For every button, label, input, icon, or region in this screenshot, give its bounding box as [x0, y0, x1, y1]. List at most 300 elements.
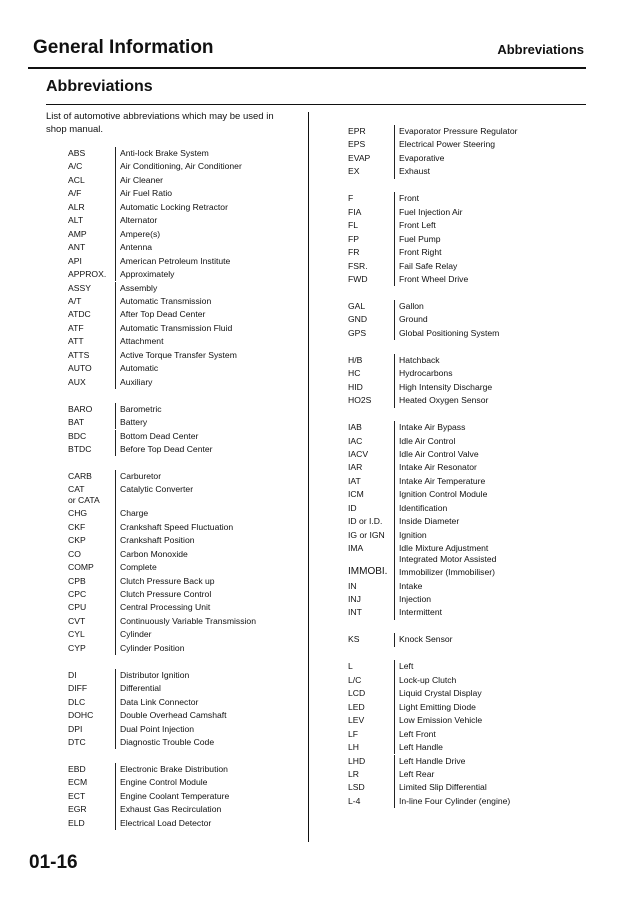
abbreviation-term: ELD — [68, 817, 85, 828]
abbreviation-meaning: Limited Slip Differential — [399, 782, 487, 793]
abbreviation-entry — [68, 616, 270, 627]
abbreviation-meaning: Anti-lock Brake System — [120, 148, 209, 158]
abbreviation-meaning: Automatic Transmission — [120, 295, 212, 306]
abbreviation-entry — [348, 543, 539, 564]
abbreviation-entry — [348, 166, 539, 177]
entry-separator — [115, 282, 116, 295]
abbreviation-term: IMA — [348, 543, 364, 554]
abbreviation-meaning: Carburetor — [120, 470, 162, 481]
entry-separator — [394, 701, 395, 714]
abbreviation-entry — [348, 489, 539, 500]
abbreviation-entry — [348, 220, 539, 231]
entry-separator — [394, 593, 395, 606]
abbreviation-term: LEV — [348, 715, 365, 726]
entry-separator — [115, 362, 116, 375]
abbreviation-term: CO — [68, 548, 81, 559]
abbreviation-meaning: Complete — [120, 562, 157, 573]
abbreviation-meaning: Automatic — [120, 363, 159, 374]
abbreviation-term: DTC — [68, 737, 86, 747]
section-heading: Abbreviations — [46, 78, 153, 95]
abbreviation-entry — [348, 449, 539, 460]
header-divider — [28, 67, 586, 69]
entry-separator — [115, 763, 116, 776]
abbreviation-meaning: Alternator — [120, 215, 158, 226]
abbreviation-term: ATTS — [68, 349, 90, 360]
abbreviation-entry — [68, 404, 270, 415]
abbreviation-meaning: Idle Air Control Valve — [399, 449, 479, 459]
abbreviation-term: EPS — [348, 139, 366, 150]
abbreviation-meaning: Battery — [120, 417, 148, 428]
abbreviation-meaning: Air Fuel Ratio — [120, 188, 173, 199]
abbreviation-term: BTDC — [68, 443, 92, 454]
entry-separator — [115, 628, 116, 641]
entry-separator — [394, 246, 395, 259]
entry-separator — [394, 515, 395, 528]
abbreviation-entry — [68, 549, 270, 560]
abbreviation-entry — [348, 675, 539, 686]
abbreviation-term: DIFF — [68, 683, 88, 694]
entry-separator — [115, 201, 116, 214]
abbreviation-meaning: Injection — [399, 594, 432, 604]
abbreviation-entry — [68, 508, 270, 519]
entry-separator — [115, 187, 116, 200]
entry-separator — [394, 260, 395, 273]
abbreviation-term: CKP — [68, 535, 86, 546]
abbreviation-meaning: Data Link Connector — [120, 696, 199, 707]
abbreviation-term: FIA — [348, 206, 362, 217]
abbreviation-meaning: Light Emitting Diode — [399, 701, 476, 712]
abbreviation-meaning: Cylinder — [120, 629, 152, 640]
abbreviation-meaning: Liquid Crystal Display — [399, 688, 482, 699]
abbreviation-meaning: Automatic Locking Retractor — [120, 201, 228, 212]
abbreviation-term: ABS — [68, 148, 86, 158]
abbreviation-meaning: Left Handle Drive — [399, 755, 466, 766]
abbreviation-meaning: Barometric — [120, 403, 162, 414]
abbreviation-term: AUTO — [68, 363, 92, 374]
abbreviation-entry — [348, 328, 539, 339]
entry-separator — [115, 228, 116, 241]
entry-separator — [394, 502, 395, 515]
entry-separator — [115, 588, 116, 601]
abbreviation-meaning: Bottom Dead Center — [120, 430, 199, 441]
abbreviation-term: LED — [348, 701, 365, 712]
abbreviation-term: BAT — [68, 417, 85, 428]
abbreviation-meaning: Engine Control Module — [120, 777, 208, 788]
abbreviation-term: CVT — [68, 615, 86, 626]
abbreviation-entry — [348, 153, 539, 164]
abbreviation-entry — [348, 607, 539, 618]
abbreviation-term: ANT — [68, 242, 86, 253]
abbreviation-meaning: Heated Oxygen Sensor — [399, 395, 489, 406]
abbreviation-term: AUX — [68, 376, 86, 387]
abbreviation-term: APPROX. — [68, 269, 107, 280]
entry-separator — [115, 507, 116, 520]
abbreviation-term: L-4 — [348, 795, 361, 806]
abbreviation-term: IMMOBI. — [348, 566, 388, 578]
entry-separator — [394, 488, 395, 501]
abbreviation-entry — [68, 417, 270, 428]
abbreviation-entry — [348, 796, 539, 807]
entry-separator — [115, 723, 116, 736]
abbreviation-term: DLC — [68, 696, 86, 707]
abbreviation-entry — [68, 202, 270, 213]
section-divider — [46, 104, 586, 105]
abbreviation-meaning: Knock Sensor — [399, 634, 453, 645]
entry-separator — [115, 376, 116, 389]
abbreviation-entry — [68, 710, 270, 721]
abbreviation-entry — [348, 462, 539, 473]
abbreviation-entry — [68, 377, 270, 388]
abbreviation-meaning: Left Handle — [399, 742, 443, 753]
entry-separator — [115, 803, 116, 816]
abbreviation-meaning: Low Emission Vehicle — [399, 715, 483, 726]
abbreviation-entry — [348, 382, 539, 393]
entry-separator — [394, 192, 395, 205]
abbreviation-meaning: Approximately — [120, 269, 175, 280]
abbreviation-term: ALR — [68, 201, 85, 212]
abbreviation-entry — [68, 764, 270, 775]
abbreviation-entry — [68, 148, 270, 159]
entry-separator — [115, 483, 116, 507]
abbreviation-meaning: Air Conditioning, Air Conditioner — [120, 161, 242, 172]
abbreviation-meaning: Air Cleaner — [120, 174, 163, 185]
abbreviation-meaning: Front Right — [399, 247, 442, 258]
abbreviation-entry — [68, 242, 270, 253]
abbreviation-entry — [348, 715, 539, 726]
abbreviation-term: CPB — [68, 575, 86, 586]
abbreviation-term: LSD — [348, 782, 365, 793]
abbreviation-meaning: Left Rear — [399, 768, 435, 779]
abbreviation-meaning: Ignition — [399, 529, 427, 540]
abbreviation-term: F — [348, 193, 354, 204]
abbreviation-term: CPC — [68, 589, 87, 599]
entry-separator — [115, 817, 116, 830]
abbreviation-entry — [68, 643, 270, 654]
abbreviation-entry — [348, 756, 539, 767]
abbreviation-meaning: Front Wheel Drive — [399, 274, 469, 284]
abbreviation-entry — [68, 269, 270, 280]
abbreviation-entry — [68, 444, 270, 455]
entry-separator — [394, 566, 395, 579]
abbreviation-meaning: Carbon Monoxide — [120, 548, 188, 559]
abbreviation-meaning: Dual Point Injection — [120, 723, 195, 734]
abbreviation-meaning: Charge — [120, 508, 149, 519]
abbreviation-term: DPI — [68, 723, 83, 734]
abbreviation-entry — [68, 363, 270, 374]
abbreviation-meaning: Idle Mixture Adjustment Integrated Motor Assisted — [399, 543, 497, 564]
entry-separator — [115, 147, 116, 160]
abbreviation-term: FP — [348, 233, 359, 244]
entry-separator — [394, 165, 395, 178]
abbreviation-term: CPU — [68, 602, 87, 613]
abbreviation-term: ID — [348, 502, 357, 513]
abbreviation-term: IG or IGN — [348, 529, 385, 540]
abbreviation-meaning: Intake Air Temperature — [399, 475, 486, 486]
abbreviation-entry — [68, 683, 270, 694]
abbreviation-meaning: Evaporative — [399, 152, 445, 163]
abbreviation-term: EBD — [68, 763, 86, 774]
abbreviation-term: FSR. — [348, 260, 368, 271]
entry-separator — [394, 580, 395, 593]
abbreviation-meaning: Hydrocarbons — [399, 368, 453, 379]
abbreviation-entry — [348, 594, 539, 605]
abbreviation-term: A/F — [68, 188, 82, 199]
abbreviation-entry — [348, 769, 539, 780]
entry-separator — [115, 669, 116, 682]
abbreviation-meaning: Fuel Pump — [399, 233, 441, 244]
abbreviation-term: FWD — [348, 274, 368, 284]
abbreviation-term: HO2S — [348, 395, 372, 406]
entry-separator — [115, 790, 116, 803]
abbreviation-entry — [348, 702, 539, 713]
abbreviation-meaning: Distributor Ignition — [120, 669, 190, 680]
entry-separator — [394, 795, 395, 808]
abbreviation-term: HC — [348, 368, 361, 379]
abbreviation-entry — [348, 436, 539, 447]
abbreviation-meaning: Crankshaft Position — [120, 535, 195, 546]
abbreviation-entry — [348, 193, 539, 204]
entry-separator — [115, 268, 116, 281]
abbreviation-meaning: Automatic Transmission Fluid — [120, 322, 233, 333]
entry-separator — [394, 674, 395, 687]
abbreviation-meaning: Attachment — [120, 336, 164, 347]
abbreviation-meaning: Hatchback — [399, 354, 440, 365]
abbreviation-meaning: Electrical Load Detector — [120, 817, 212, 828]
abbreviation-entry — [348, 634, 539, 645]
abbreviation-entry — [68, 161, 270, 172]
entry-separator — [115, 615, 116, 628]
abbreviation-term: DOHC — [68, 710, 94, 721]
abbreviation-entry — [348, 247, 539, 258]
abbreviation-entry — [348, 782, 539, 793]
abbreviation-entry — [68, 471, 270, 482]
abbreviation-entry — [348, 742, 539, 753]
abbreviation-entry — [68, 697, 270, 708]
abbreviation-entry — [68, 296, 270, 307]
entry-separator — [115, 561, 116, 574]
abbreviation-entry — [348, 395, 539, 406]
abbreviation-entry — [68, 309, 270, 320]
entry-separator — [394, 633, 395, 646]
abbreviation-meaning: Active Torque Transfer System — [120, 349, 237, 360]
abbreviation-meaning: Catalytic Converter — [120, 484, 194, 495]
entry-separator — [394, 367, 395, 380]
entry-separator — [115, 349, 116, 362]
abbreviation-term: L/C — [348, 674, 362, 685]
abbreviation-meaning: Front Left — [399, 220, 436, 231]
abbreviation-term: ECT — [68, 790, 86, 801]
abbreviation-entry — [348, 661, 539, 672]
abbreviation-entry — [348, 126, 539, 137]
abbreviation-entry — [68, 256, 270, 267]
abbreviation-term: CKF — [68, 521, 86, 532]
abbreviation-term: BARO — [68, 403, 93, 414]
entry-separator — [115, 682, 116, 695]
abbreviation-term: A/T — [68, 295, 82, 306]
abbreviation-meaning: Front — [399, 193, 420, 204]
entry-separator — [394, 381, 395, 394]
abbreviation-term: BDC — [68, 430, 87, 441]
abbreviation-term: IACV — [348, 449, 369, 459]
abbreviation-term: API — [68, 255, 82, 266]
entry-separator — [394, 714, 395, 727]
abbreviation-entry — [68, 724, 270, 735]
abbreviation-meaning: Cylinder Position — [120, 642, 185, 653]
entry-separator — [394, 300, 395, 313]
abbreviation-meaning: Electrical Power Steering — [399, 139, 496, 150]
entry-separator — [394, 448, 395, 461]
abbreviation-term: FR — [348, 247, 360, 258]
abbreviation-entry — [68, 670, 270, 681]
entry-separator — [394, 313, 395, 326]
entry-separator — [394, 687, 395, 700]
abbreviation-term: LHD — [348, 755, 366, 766]
abbreviation-meaning: Intake Air Bypass — [399, 422, 466, 433]
entry-separator — [115, 416, 116, 429]
entry-separator — [394, 768, 395, 781]
entry-separator — [115, 736, 116, 749]
abbreviation-entry — [68, 175, 270, 186]
abbreviation-meaning: Crankshaft Speed Fluctuation — [120, 521, 234, 532]
abbreviation-entry — [68, 484, 270, 505]
abbreviation-entry — [68, 589, 270, 600]
intro-text: List of automotive abbreviations which may be used in shop manual. — [46, 111, 274, 135]
abbreviation-meaning: Central Processing Unit — [120, 602, 211, 613]
abbreviation-entry — [348, 139, 539, 150]
abbreviation-term: AMP — [68, 228, 87, 239]
abbreviation-term: LCD — [348, 688, 366, 699]
abbreviation-entry — [348, 234, 539, 245]
abbreviation-entry — [68, 777, 270, 788]
entry-separator — [115, 776, 116, 789]
abbreviation-entry — [68, 562, 270, 573]
abbreviation-entry — [348, 368, 539, 379]
abbreviation-term: IAB — [348, 422, 362, 433]
entry-separator — [115, 696, 116, 709]
entry-separator — [394, 138, 395, 151]
entry-separator — [394, 219, 395, 232]
abbreviation-term: IN — [348, 580, 357, 591]
abbreviation-entry — [348, 530, 539, 541]
abbreviation-term: ASSY — [68, 282, 91, 293]
entry-separator — [115, 335, 116, 348]
entry-separator — [115, 174, 116, 187]
entry-separator — [115, 322, 116, 335]
abbreviation-meaning: Intake Air Resonator — [399, 462, 477, 473]
entry-separator — [115, 601, 116, 614]
abbreviation-entry — [348, 581, 539, 592]
entry-separator — [394, 728, 395, 741]
abbreviation-meaning: Electronic Brake Distribution — [120, 763, 228, 774]
entry-separator — [394, 781, 395, 794]
header-title: General Information — [33, 37, 214, 58]
abbreviation-term: CARB — [68, 470, 92, 481]
entry-separator — [394, 755, 395, 768]
abbreviation-term: ID or I.D. — [348, 516, 383, 527]
abbreviation-meaning: Exhaust — [399, 166, 431, 177]
entry-separator — [394, 354, 395, 367]
abbreviation-term: CAT or CATA — [68, 484, 100, 505]
abbreviation-meaning: Ampere(s) — [120, 228, 161, 239]
abbreviation-meaning: High Intensity Discharge — [399, 381, 493, 392]
abbreviation-meaning: Fuel Injection Air — [399, 206, 463, 217]
abbreviation-term: H/B — [348, 354, 363, 365]
entry-separator — [115, 470, 116, 483]
abbreviation-meaning: Intake — [399, 580, 423, 591]
abbreviation-term: IAR — [348, 462, 363, 473]
abbreviation-term: ALT — [68, 215, 84, 226]
abbreviation-term: ATF — [68, 322, 84, 333]
entry-separator — [394, 152, 395, 165]
entry-separator — [394, 660, 395, 673]
abbreviation-entry — [348, 729, 539, 740]
abbreviation-meaning: Antenna — [120, 242, 153, 253]
abbreviation-term: ATDC — [68, 309, 91, 320]
abbreviation-meaning: American Petroleum Institute — [120, 255, 231, 266]
abbreviation-entry — [68, 283, 270, 294]
abbreviation-term: LF — [348, 728, 359, 739]
entry-separator — [115, 443, 116, 456]
abbreviation-entry — [68, 188, 270, 199]
abbreviation-term: EPR — [348, 126, 366, 136]
abbreviation-term: FL — [348, 220, 359, 231]
abbreviation-term: KS — [348, 634, 360, 645]
entry-separator — [394, 542, 395, 566]
entry-separator — [394, 529, 395, 542]
entry-separator — [115, 709, 116, 722]
abbreviation-term: INT — [348, 607, 362, 618]
abbreviation-term: IAT — [348, 475, 361, 486]
abbreviation-term: GPS — [348, 327, 367, 338]
abbreviation-entry — [68, 737, 270, 748]
abbreviation-entry — [68, 350, 270, 361]
abbreviation-term: EVAP — [348, 152, 371, 163]
entry-separator — [394, 421, 395, 434]
entry-separator — [115, 575, 116, 588]
abbreviation-meaning: Left — [399, 661, 414, 672]
entry-separator — [394, 233, 395, 246]
entry-separator — [115, 642, 116, 655]
abbreviation-term: HID — [348, 381, 363, 392]
entry-separator — [115, 241, 116, 254]
entry-separator — [115, 548, 116, 561]
entry-separator — [394, 206, 395, 219]
abbreviation-term: ACL — [68, 174, 85, 185]
abbreviation-entry — [348, 274, 539, 285]
entry-separator — [115, 521, 116, 534]
abbreviation-meaning: Fail Safe Relay — [399, 260, 458, 271]
abbreviation-entry — [348, 476, 539, 487]
entry-separator — [115, 160, 116, 173]
abbreviation-entry — [348, 422, 539, 433]
abbreviation-entry — [348, 503, 539, 514]
entry-separator — [394, 435, 395, 448]
abbreviation-entry — [348, 355, 539, 366]
abbreviation-meaning: Before Top Dead Center — [120, 443, 213, 454]
entry-separator — [394, 394, 395, 407]
abbreviation-term: LR — [348, 768, 359, 779]
abbreviation-entry — [348, 516, 539, 527]
abbreviation-term: ICM — [348, 489, 364, 500]
abbreviation-entry — [68, 522, 270, 533]
abbreviation-term: CHG — [68, 508, 88, 519]
entry-separator — [115, 534, 116, 547]
abbreviation-meaning: Continuously Variable Transmission — [120, 615, 256, 626]
abbreviation-entry — [68, 535, 270, 546]
abbreviation-meaning: Idle Air Control — [399, 435, 456, 446]
abbreviation-term: CYL — [68, 629, 85, 640]
abbreviation-meaning: Clutch Pressure Back up — [120, 575, 215, 586]
